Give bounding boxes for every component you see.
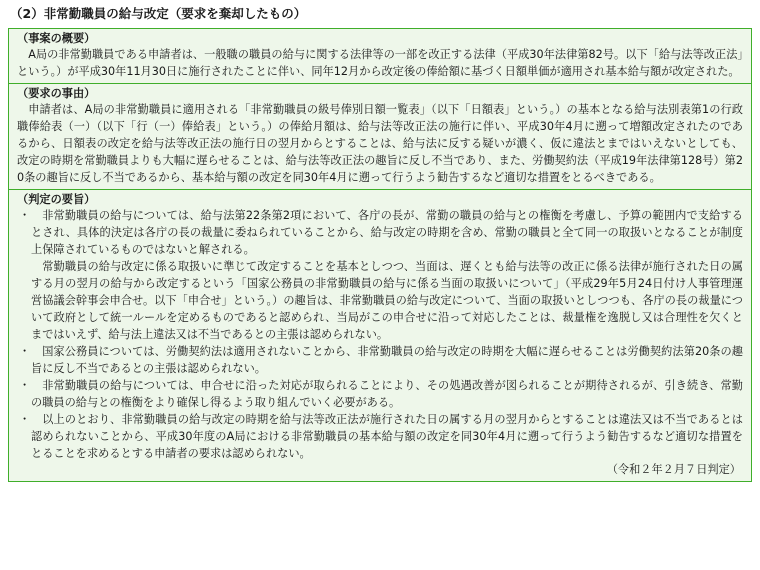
bullet-mark: ・ — [19, 209, 31, 222]
judgment-item — [17, 377, 743, 411]
outline-title: （事案の概要） — [17, 32, 96, 45]
case-frame — [8, 28, 752, 482]
bullet-mark: ・ — [19, 345, 31, 358]
judgment-item — [17, 207, 743, 258]
outline-text: A局の非常勤職員である申請者は、一般職の職員の給与に関する法律等の一部を改正する法律（平成30年法律第82号。以下「給与法等改正法」という。）が平成30年11月30日に施行されたことに伴い、同年12月から改定後の俸給額に基づく日額単価が適用され基本給与額が改定された。 — [17, 48, 743, 78]
judgment-section — [9, 189, 751, 481]
bullet-mark: ・ — [19, 379, 31, 392]
outline-section — [9, 29, 751, 83]
request-text: 申請者は、A局の非常勤職員に適用される「非常勤職員の級号俸別日額一覧表」（以下「日額表」という。）の基本となる給与法別表第1の行政職俸給表（一）（以下「行（一）俸給表」という。）の俸給月額は、給与法等改正法の施行に伴い、平成30年4月に遡って増額改定されたのであるから、日額表の改定を給与法等改正法の施行日の翌月からとすることは、給与法に反する疑いが濃く、仮に違法とまではいえないとしても、改定の時期を常勤職員よりも大幅に遅らせることは、給与法等改正法の趣旨に反し不当であり、また、労働契約法（平成19年法律第128号）第20条の趣旨に反し不当であるから、基本給与額の改定を同30年4月に遡って行うよう勧告するなど適切な措置をとるべきである。 — [17, 103, 743, 184]
judgment-date: （令和２年２月７日判定） — [606, 463, 741, 476]
judgment-item — [17, 343, 743, 377]
case-heading: （2）非常勤職員の給与改定（要求を棄却したもの） — [10, 6, 307, 21]
judgment-item-text: 非常勤職員の給与については、申合せに沿った対応が取られることにより、その処遇改善が図られることが期待されるが、引き続き、常勤の職員の給与との権衡をより確保し得るよう取り組んでいく必要がある。 — [31, 379, 743, 409]
judgment-item — [17, 411, 743, 462]
judgment-item-subparagraph: 常勤職員の給与改定に係る取扱いに準じて改定することを基本としつつ、当面は、遅くとも給与法等の改正に係る法律が施行された日の属する月の翌月の給与から改定するという「国家公務員の非常勤職員の給与に係る当面の取扱いについて」（平成29年5月24日付け人事管理運営協議会幹事会申合せ。以下「申合せ」という。）の趣旨は、非常勤職員の給与改定について、当面の取扱いとしつつも、各庁の長の裁量について政府として統一ルールを定めるものであると認められ、当局がこの申合せに沿って対応したことは、裁量権を逸脱し又は合理性を欠くとまではいえず、給与法上違法又は不当であるとの主張は認められない。 — [31, 260, 743, 341]
judgment-title: （判定の要旨） — [17, 193, 96, 206]
judgment-item-text: 以上のとおり、非常勤職員の給与改定の時期を給与法等改正法が施行された日の属する月の翌月からとすることは違法又は不当であるとは認められないことから、平成30年度のA局における非常勤職員の基本給与額の改定を同30年4月に遡って行うよう勧告するなど適切な措置をとることを求めるとする申請者の要求は認められない。 — [31, 413, 743, 460]
judgment-item-text: 国家公務員については、労働契約法は適用されないことから、非常勤職員の給与改定の時期を大幅に遅らせることは労働契約法第20条の趣旨に反し不当であるとの主張は認められない。 — [31, 345, 743, 375]
judgment-item-text: 非常勤職員の給与については、給与法第22条第2項において、各庁の長が、常勤の職員の給与との権衡を考慮し、予算の範囲内で支給するとされ、具体的決定は各庁の長の裁量に委ねられていることから、給与改定の時期を含め、常勤の職員と全て同一の取扱いとなることが制度上保障されているものではないと解される。 — [31, 209, 743, 256]
bullet-mark: ・ — [19, 413, 31, 426]
request-title: （要求の事由） — [17, 87, 96, 100]
request-section — [9, 83, 751, 189]
